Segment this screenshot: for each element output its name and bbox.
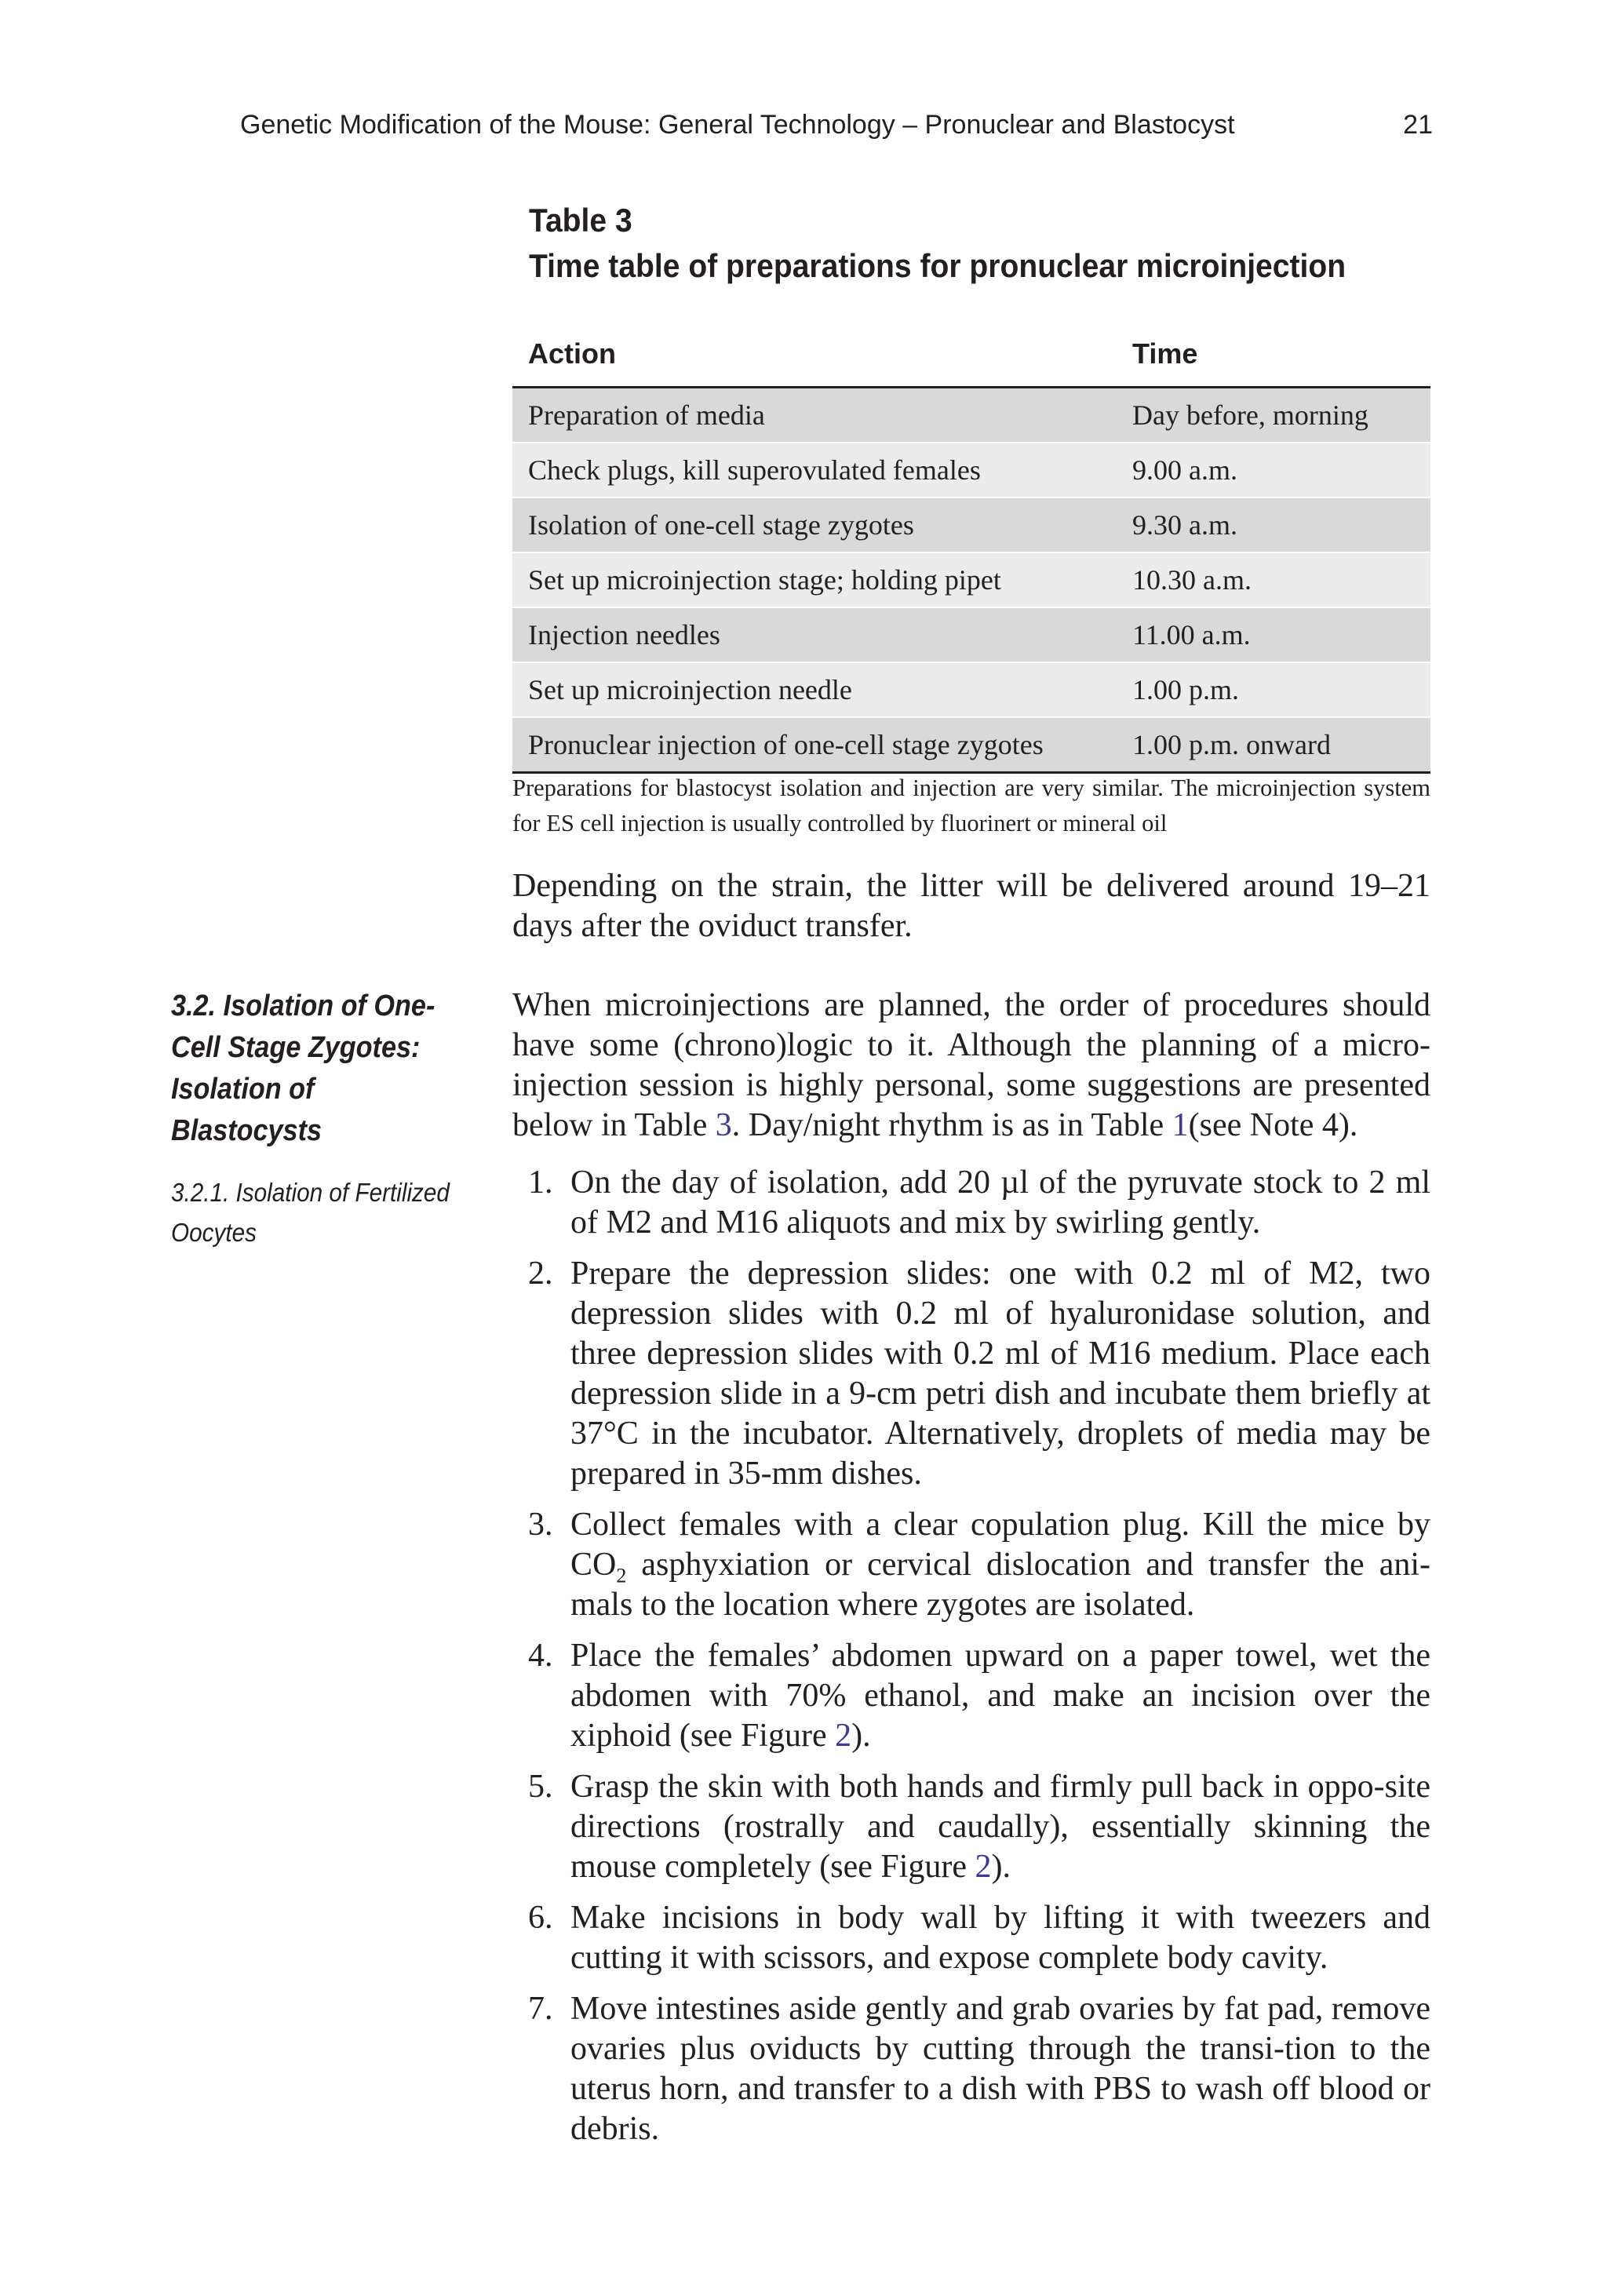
table-cell-action: Injection needles xyxy=(512,607,1117,662)
table-row xyxy=(512,497,1430,552)
table-cell-action: Isolation of one-cell stage zygotes xyxy=(512,497,1117,552)
column-header-action: Action xyxy=(512,322,1117,388)
step-text: Collect females with a clear copulation plug. Kill the mice by CO xyxy=(570,1507,1430,1583)
table-cell-time: Day before, morning xyxy=(1117,388,1430,443)
table-row xyxy=(512,388,1430,443)
step-number: 5. xyxy=(528,1769,553,1805)
step-text: On the day of isolation, add 20 µl of the pyruvate stock to 2 ml of M2 and M16 aliquots and mix by swirling gently. xyxy=(570,1164,1430,1241)
step-text: Make incisions in body wall by lifting it with tweezers and cutting it with scissors, and expose complete body cavity. xyxy=(570,1900,1430,1976)
step-text: Grasp the skin with both hands and firmly pull back in oppo-site directions (rostrally and caudally), essentially skinning the mouse completely (see Figure xyxy=(570,1769,1430,1885)
table-cell-action: Preparation of media xyxy=(512,388,1117,443)
table-caption xyxy=(529,198,1383,289)
step-text: ). xyxy=(851,1718,871,1754)
table-cell-action: Set up microinjection stage; holding pipet xyxy=(512,552,1117,607)
preparation-table xyxy=(512,322,1430,774)
table-cell-time: 9.00 a.m. xyxy=(1117,443,1430,497)
step-text: asphyxiation or cervical dislocation and transfer the ani-mals to the location where zygotes are isolated. xyxy=(570,1547,1430,1623)
step-number: 4. xyxy=(528,1638,553,1674)
list-item xyxy=(512,1989,1430,2149)
step-number: 2. xyxy=(528,1256,553,1292)
table-cell-time: 10.30 a.m. xyxy=(1117,552,1430,607)
table-row xyxy=(512,607,1430,662)
step-number: 6. xyxy=(528,1900,553,1936)
running-header xyxy=(240,110,1433,149)
subsection-heading: 3.2.1. Isolation of Fertilized Oocytes xyxy=(171,1178,450,1247)
step-text: Place the females’ abdomen upward on a paper towel, wet the abdomen with 70% ethanol, and make an incision over the xiphoid (see Figure xyxy=(570,1638,1430,1754)
table-row xyxy=(512,662,1430,717)
paragraph-text: (see Note 4). xyxy=(1188,1107,1358,1143)
table-cell-action: Check plugs, kill superovulated females xyxy=(512,443,1117,497)
section-heading: 3.2. Isolation of One-Cell Stage Zygotes: Isolation of Blastocysts xyxy=(171,989,435,1147)
table-cell-time: 1.00 p.m. onward xyxy=(1117,717,1430,773)
step-number: 3. xyxy=(528,1507,553,1543)
table-footnote: Preparations for blastocyst isolation and injection are very similar. The microinjection system for ES cell injection is usually controlled by fluorinert or mineral oil xyxy=(512,774,1430,836)
running-title: Genetic Modification of the Mouse: General Technology – Pronuclear and Blastocyst xyxy=(240,110,1235,140)
subscript: 2 xyxy=(616,1564,627,1587)
table-header-row xyxy=(512,322,1430,388)
table-reference-link[interactable]: 1 xyxy=(1172,1107,1189,1143)
table-reference-link[interactable]: 3 xyxy=(715,1107,732,1143)
table-title: Time table of preparations for pronuclear microinjection xyxy=(529,247,1346,284)
page-number: 21 xyxy=(1403,110,1433,140)
list-item xyxy=(512,1767,1430,1887)
column-header-time: Time xyxy=(1117,322,1430,388)
table-cell-time: 11.00 a.m. xyxy=(1117,607,1430,662)
step-text: Prepare the depression slides: one with 0.2 ml of M2, two depression slides with 0.2 ml of hyaluronidase solution, and three depression slides with 0.2 ml of M16 medium. Place each depression slide in a 9-cm petri dish and incubate them briefly at 37°C in the incubator. Alternatively, droplets of media may be prepared in 35-mm dishes. xyxy=(570,1256,1430,1492)
step-number: 1. xyxy=(528,1164,553,1201)
procedure-steps xyxy=(512,1163,1430,2160)
step-number: 7. xyxy=(528,1991,553,2027)
step-text: ). xyxy=(991,1849,1011,1885)
table-cell-time: 9.30 a.m. xyxy=(1117,497,1430,552)
table-cell-action: Pronuclear injection of one-cell stage zygotes xyxy=(512,717,1117,773)
table-cell-time: 1.00 p.m. xyxy=(1117,662,1430,717)
table-row xyxy=(512,443,1430,497)
list-item xyxy=(512,1505,1430,1625)
table-cell-action: Set up microinjection needle xyxy=(512,662,1117,717)
list-item xyxy=(512,1898,1430,1978)
table-label: Table 3 xyxy=(529,202,632,239)
table-row xyxy=(512,717,1430,773)
list-item xyxy=(512,1254,1430,1494)
body-paragraph: Depending on the strain, the litter will be delivered around 19–21 days after the oviduct transfer. xyxy=(512,868,1430,944)
body-paragraph xyxy=(512,986,1430,1146)
figure-reference-link[interactable]: 2 xyxy=(975,1849,992,1885)
step-text: Move intestines aside gently and grab ovaries by fat pad, remove ovaries plus oviducts by cutting through the transi-tion to the uterus horn, and transfer to a dish with PBS to wash off blood or debris. xyxy=(570,1991,1430,2147)
figure-reference-link[interactable]: 2 xyxy=(835,1718,852,1754)
list-item xyxy=(512,1163,1430,1243)
list-item xyxy=(512,1636,1430,1756)
paragraph-text: When microinjections are planned, the order of procedures should have some (chrono)logic to it. Although the planning of a micro-injection session is highly personal, some suggestions are presented below in Table xyxy=(512,987,1430,1143)
table-row xyxy=(512,552,1430,607)
paragraph-text: . Day/night rhythm is as in Table xyxy=(731,1107,1172,1143)
